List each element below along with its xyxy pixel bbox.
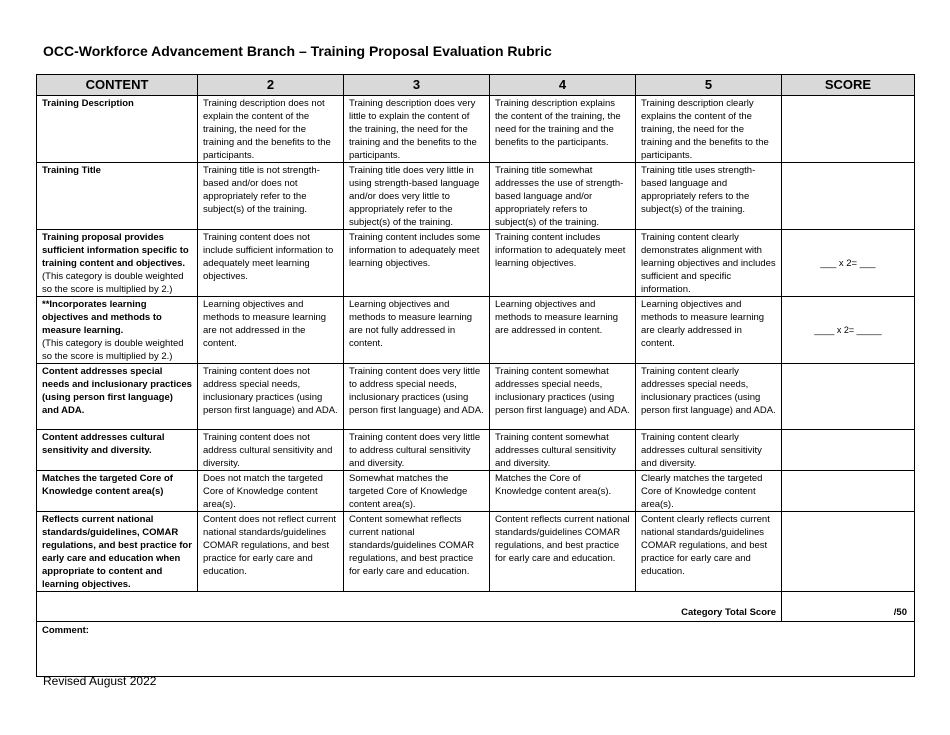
criterion-cell bbox=[37, 430, 198, 471]
rating-5-cell: Learning objectives and methods to measure learning are clearly addressed in content. bbox=[636, 297, 782, 364]
rating-5-cell: Content clearly reflects current national standards/guidelines COMAR regulations, and best practice for early care and education. bbox=[636, 512, 782, 592]
comment-label: Comment: bbox=[42, 625, 89, 636]
criterion-cell bbox=[37, 163, 198, 230]
rating-4-cell: Learning objectives and methods to measure learning are addressed in content. bbox=[490, 297, 636, 364]
rating-2-cell: Training content does not include sufficient information to adequately meet learning objectives. bbox=[198, 230, 344, 297]
criterion-cell bbox=[37, 96, 198, 163]
rating-4-cell: Training content includes information to adequately meet learning objectives. bbox=[490, 230, 636, 297]
criterion-label: **Incorporates learning objectives and methods to measure learning. bbox=[42, 299, 162, 336]
header-score-4: 4 bbox=[490, 75, 636, 96]
criterion-cell bbox=[37, 297, 198, 364]
rubric-table bbox=[36, 74, 915, 677]
total-row bbox=[37, 592, 915, 622]
rating-2-cell: Training content does not address special needs, inclusionary practices (using person first language) and ADA. bbox=[198, 364, 344, 430]
criterion-cell bbox=[37, 471, 198, 512]
rating-3-cell: Somewhat matches the targeted Core of Knowledge content area(s). bbox=[344, 471, 490, 512]
table-row bbox=[37, 230, 915, 297]
score-cell[interactable]: ____ x 2= _____ bbox=[782, 297, 915, 364]
criterion-label: Matches the targeted Core of Knowledge content area(s) bbox=[42, 473, 173, 497]
score-cell[interactable] bbox=[782, 512, 915, 592]
rating-4-cell: Training content somewhat addresses cultural sensitivity and diversity. bbox=[490, 430, 636, 471]
score-cell[interactable] bbox=[782, 96, 915, 163]
rating-3-cell: Training content does very little to address cultural sensitivity and diversity. bbox=[344, 430, 490, 471]
criterion-cell bbox=[37, 512, 198, 592]
criterion-label: Training Title bbox=[42, 165, 101, 176]
total-score-label: Category Total Score bbox=[37, 592, 782, 622]
rating-4-cell: Training title somewhat addresses the use of strength-based language and/or appropriately refers to subject(s) of the training. bbox=[490, 163, 636, 230]
total-score-value[interactable]: /50 bbox=[782, 592, 915, 622]
rating-3-cell: Training content includes some information to adequately meet learning objectives. bbox=[344, 230, 490, 297]
rating-5-cell: Training content clearly addresses special needs, inclusionary practices (using person first language) and ADA. bbox=[636, 364, 782, 430]
criterion-cell bbox=[37, 230, 198, 297]
table-row bbox=[37, 512, 915, 592]
criterion-label: Content addresses cultural sensitivity and diversity. bbox=[42, 432, 165, 456]
criterion-cell bbox=[37, 364, 198, 430]
rating-5-cell: Training content clearly demonstrates alignment with learning objectives and includes sufficient and specific information. bbox=[636, 230, 782, 297]
rating-2-cell: Training title is not strength-based and/or does not appropriately refer to the subject(s) of the training. bbox=[198, 163, 344, 230]
rating-2-cell: Training description does not explain the content of the training, the need for the training and the benefits to the participants. bbox=[198, 96, 344, 163]
criterion-note: (This category is double weighted so the score is multiplied by 2.) bbox=[42, 271, 184, 295]
comment-box[interactable] bbox=[37, 622, 915, 677]
header-content: CONTENT bbox=[37, 75, 198, 96]
header-score-5: 5 bbox=[636, 75, 782, 96]
rating-3-cell: Learning objectives and methods to measure learning are not fully addressed in content. bbox=[344, 297, 490, 364]
comment-row bbox=[37, 622, 915, 677]
table-row bbox=[37, 297, 915, 364]
header-row bbox=[37, 75, 915, 96]
table-row bbox=[37, 96, 915, 163]
rating-2-cell: Content does not reflect current national standards/guidelines COMAR regulations, and best practice for early care and education. bbox=[198, 512, 344, 592]
rating-3-cell: Training content does very little to address special needs, inclusionary practices (using person first language) and ADA. bbox=[344, 364, 490, 430]
rating-3-cell: Content somewhat reflects current national standards/guidelines COMAR regulations, and best practice for early care and education. bbox=[344, 512, 490, 592]
rating-4-cell: Training content somewhat addresses special needs, inclusionary practices (using person first language) and ADA. bbox=[490, 364, 636, 430]
table-row bbox=[37, 163, 915, 230]
rating-5-cell: Training description clearly explains the content of the training, the need for the training and the benefits to the participants. bbox=[636, 96, 782, 163]
rating-4-cell: Matches the Core of Knowledge content area(s). bbox=[490, 471, 636, 512]
rating-5-cell: Training content clearly addresses cultural sensitivity and diversity. bbox=[636, 430, 782, 471]
rating-3-cell: Training title does very little in using strength-based language and/or does very little to appropriately refer to the subject(s) of the training. bbox=[344, 163, 490, 230]
rating-4-cell: Training description explains the content of the training, the need for the training and the benefits to the participants. bbox=[490, 96, 636, 163]
table-row bbox=[37, 364, 915, 430]
score-cell[interactable] bbox=[782, 163, 915, 230]
score-cell[interactable] bbox=[782, 471, 915, 512]
header-score: SCORE bbox=[782, 75, 915, 96]
header-score-3: 3 bbox=[344, 75, 490, 96]
page-title: OCC-Workforce Advancement Branch – Training Proposal Evaluation Rubric bbox=[43, 43, 552, 59]
table-row bbox=[37, 430, 915, 471]
rating-2-cell: Training content does not address cultural sensitivity and diversity. bbox=[198, 430, 344, 471]
rating-4-cell: Content reflects current national standards/guidelines COMAR regulations, and best practice for early care and education. bbox=[490, 512, 636, 592]
criterion-label: Reflects current national standards/guidelines, COMAR regulations, and best practice for early care and education when appropriate to content and learning objectives. bbox=[42, 514, 192, 590]
rating-5-cell: Clearly matches the targeted Core of Knowledge content area(s). bbox=[636, 471, 782, 512]
rating-3-cell: Training description does very little to explain the content of the training, the need for the training and the benefits to the participants. bbox=[344, 96, 490, 163]
criterion-note: (This category is double weighted so the score is multiplied by 2.) bbox=[42, 338, 184, 362]
header-score-2: 2 bbox=[198, 75, 344, 96]
rating-2-cell: Learning objectives and methods to measure learning are not addressed in the content. bbox=[198, 297, 344, 364]
table-row bbox=[37, 471, 915, 512]
revision-footer: Revised August 2022 bbox=[43, 674, 157, 688]
rating-2-cell: Does not match the targeted Core of Knowledge content area(s). bbox=[198, 471, 344, 512]
rating-5-cell: Training title uses strength-based language and appropriately refers to the subject(s) of the training. bbox=[636, 163, 782, 230]
criterion-label: Training Description bbox=[42, 98, 134, 109]
criterion-label: Content addresses special needs and inclusionary practices (using person first language) and ADA. bbox=[42, 366, 192, 416]
score-cell[interactable] bbox=[782, 430, 915, 471]
score-cell[interactable] bbox=[782, 364, 915, 430]
criterion-label: Training proposal provides sufficient information specific to training content and objectives. bbox=[42, 232, 189, 269]
score-cell[interactable]: ___ x 2= ___ bbox=[782, 230, 915, 297]
